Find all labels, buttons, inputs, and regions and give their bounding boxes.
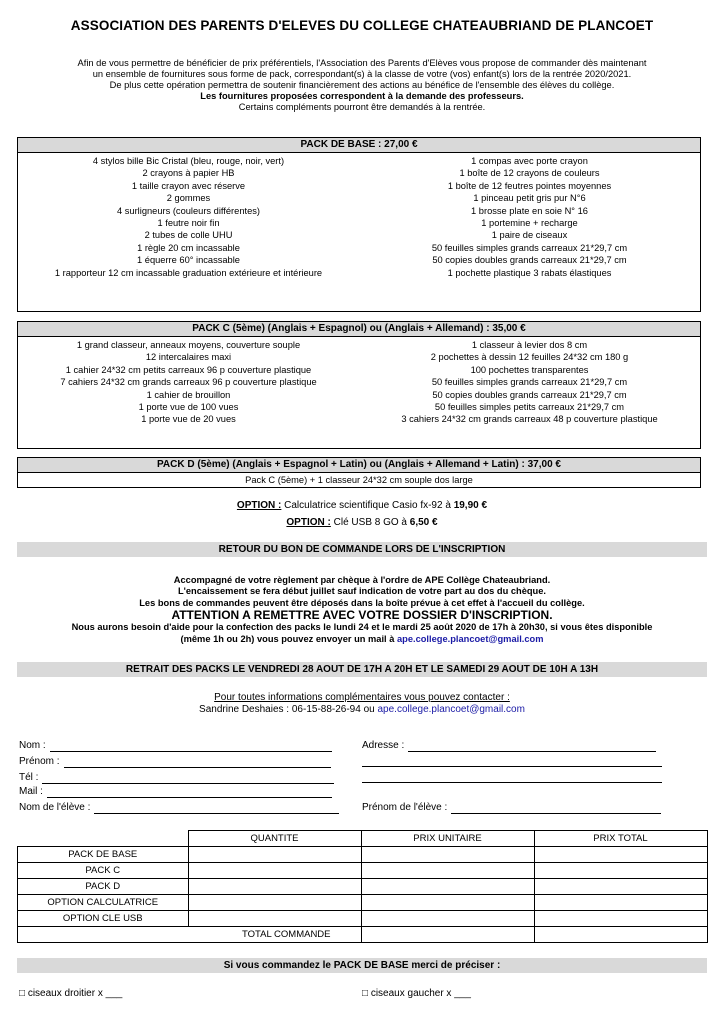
list-item: 1 boîte de 12 feutres pointes moyennes [447, 180, 612, 191]
list-item: 3 cahiers 24*32 cm grands carreaux 48 p couverture plastique [401, 414, 658, 425]
quantity-cell[interactable] [188, 863, 361, 879]
unit-price-cell[interactable] [361, 847, 534, 863]
pack-d-box [17, 457, 701, 488]
unit-price-cell[interactable] [361, 895, 534, 911]
intro-text [20, 58, 704, 113]
table-total-row [18, 927, 708, 943]
column-header: QUANTITE [188, 831, 361, 847]
pack-d-header: PACK D (5ème) (Anglais + Espagnol + Latin) ou (Anglais + Allemand + Latin) : 37,00 € [18, 458, 700, 473]
table-header-row [18, 831, 708, 847]
checkbox-label: ciseaux droitier x ___ [25, 988, 123, 999]
table-row [18, 879, 708, 895]
list-item: 1 pochette plastique 3 rabats élastiques [447, 267, 612, 278]
list-item: 2 tubes de colle UHU [144, 230, 233, 241]
contact-name-phone: Sandrine Deshaies : 06-15-88-26-94 ou [199, 704, 378, 715]
list-item: 1 brosse plate en soie N° 16 [471, 205, 588, 216]
list-item: 1 compas avec porte crayon [471, 156, 588, 166]
pack-c-left-list [18, 339, 359, 426]
list-item: 1 pinceau petit gris pur N°6 [473, 193, 586, 204]
list-item: 12 intercalaires maxi [145, 352, 232, 363]
list-item: 1 boîte de 12 crayons de couleurs [459, 168, 600, 179]
prenom-eleve-field[interactable] [362, 802, 661, 814]
input-line[interactable] [50, 743, 332, 752]
retour-line [0, 634, 724, 645]
retour-line: L'encaissement se fera début juillet sauf indication de votre part au dos du chèque. [178, 586, 546, 597]
input-line[interactable] [47, 789, 332, 798]
table-row [18, 847, 708, 863]
field-label: Prénom de l'élève : [362, 802, 448, 813]
field-label: Mail : [19, 786, 43, 797]
column-header: PRIX TOTAL [534, 831, 707, 847]
option-price: 19,90 € [453, 500, 488, 511]
field-label: Adresse : [362, 740, 405, 751]
option-label: OPTION : [236, 500, 282, 511]
unit-price-cell[interactable] [361, 863, 534, 879]
contact-text [0, 692, 724, 716]
total-price-cell[interactable] [534, 847, 707, 863]
pack-base-header: PACK DE BASE : 27,00 € [18, 138, 700, 153]
list-item: 50 copies doubles grands carreaux 21*29,7 cm [432, 255, 627, 266]
tel-field[interactable] [19, 772, 334, 784]
option-usb [0, 517, 724, 528]
option-text: Clé USB 8 GO à [330, 517, 410, 528]
total-price-cell[interactable] [534, 911, 707, 927]
pack-base-left-list [18, 155, 359, 279]
pack-c-box [17, 321, 701, 449]
list-item: 50 feuilles simples petits carreaux 21*29,7 cm [434, 402, 625, 413]
retour-line: Les bons de commandes peuvent être déposés dans la boîte prévue à cet effet à l'accueil du collège. [139, 597, 585, 608]
intro-line: un ensemble de fournitures sous forme de pack, correspondant(s) à la classe de votre (vos) enfant(s) lors de la rentrée 2020/2021. [92, 69, 632, 79]
email-link[interactable]: ape.college.plancoet@gmail.com [377, 704, 525, 715]
quantity-cell[interactable] [188, 895, 361, 911]
field-label: Nom : [19, 740, 46, 751]
list-item: 4 surligneurs (couleurs différentes) [117, 205, 260, 216]
option-price: 6,50 € [409, 517, 438, 528]
list-item: 2 crayons à papier HB [142, 168, 235, 179]
list-item: 1 taille crayon avec réserve [131, 180, 246, 191]
quantity-cell[interactable] [188, 847, 361, 863]
contact-line [0, 704, 724, 716]
list-item: 1 porte vue de 20 vues [141, 414, 236, 425]
checkbox[interactable]: □ [362, 988, 369, 999]
quantity-cell[interactable] [188, 911, 361, 927]
nom-eleve-field[interactable] [19, 802, 339, 814]
retour-line-text: (même 1h ou 2h) vous pouvez envoyer un mail à [180, 633, 397, 644]
retour-text [0, 575, 724, 645]
list-item: 50 feuilles simples grands carreaux 21*29,7 cm [431, 242, 628, 253]
list-item: 1 grand classeur, anneaux moyens, couverture souple [76, 340, 301, 350]
total-price-cell[interactable] [534, 879, 707, 895]
option-calculator [0, 500, 724, 511]
pack-d-content: Pack C (5ème) + 1 classeur 24*32 cm souple dos large [245, 475, 473, 485]
row-label: PACK D [18, 879, 189, 895]
adresse-line-3[interactable] [362, 782, 662, 783]
order-table [17, 830, 708, 943]
pack-base-right-list [359, 155, 700, 279]
pack-c-right-list [359, 339, 700, 426]
list-item: 2 pochettes à dessin 12 feuilles 24*32 cm 180 g [430, 352, 629, 363]
field-label: Nom de l'élève : [19, 802, 91, 813]
adresse-line-2[interactable] [362, 766, 662, 767]
unit-price-cell[interactable] [361, 911, 534, 927]
list-item: 50 copies doubles grands carreaux 21*29,7 cm [432, 389, 627, 400]
list-item: 2 gommes [166, 193, 211, 204]
nom-field[interactable] [19, 740, 332, 752]
input-line[interactable] [408, 743, 656, 752]
row-label: OPTION CALCULATRICE [18, 895, 189, 911]
pack-base-box [17, 137, 701, 312]
table-row [18, 895, 708, 911]
row-label: PACK C [18, 863, 189, 879]
field-label: Tél : [19, 772, 39, 783]
table-row [18, 911, 708, 927]
intro-line: Certains compléments pourront être demandés à la rentrée. [238, 102, 486, 112]
total-price-cell[interactable] [534, 863, 707, 879]
mail-field[interactable] [19, 786, 332, 798]
ciseaux-gaucher-option[interactable] [362, 988, 471, 999]
list-item: 1 équerre 60° incassable [137, 255, 240, 266]
retour-band: RETOUR DU BON DE COMMANDE LORS DE L'INSCRIPTION [17, 542, 707, 557]
pack-c-header: PACK C (5ème) (Anglais + Espagnol) ou (Anglais + Allemand) : 35,00 € [18, 322, 700, 337]
total-spacer-cell [361, 927, 534, 943]
prenom-field[interactable] [19, 756, 331, 768]
list-item: 1 portemine + recharge [481, 218, 578, 229]
field-label: Prénom : [19, 756, 60, 767]
list-item: 1 feutre noir fin [157, 218, 220, 229]
table-row [18, 863, 708, 879]
page-title: ASSOCIATION DES PARENTS D'ELEVES DU COLLEGE CHATEAUBRIAND DE PLANCOET [70, 18, 654, 33]
intro-line: Afin de vous permettre de bénéficier de prix préférentiels, l'Association des Parents d'Elèves vous propose de commander dès maintenant [77, 58, 647, 68]
input-line[interactable] [64, 759, 331, 768]
intro-line: De plus cette opération permettra de soutenir financièrement des actions au bénéfice de l'ensemble des élèves du collège. [109, 80, 615, 90]
list-item: 1 classeur à levier dos 8 cm [471, 340, 588, 350]
list-item: 1 cahier de brouillon [146, 389, 231, 400]
intro-line-bold: Les fournitures proposées correspondent à la demande des professeurs. [200, 91, 524, 101]
total-price-cell[interactable] [534, 895, 707, 911]
list-item: 50 feuilles simples grands carreaux 21*29,7 cm [431, 377, 628, 388]
option-text: Calculatrice scientifique Casio fx-92 à [281, 500, 454, 511]
ciseaux-droitier-option[interactable] [19, 988, 122, 999]
unit-price-cell[interactable] [361, 879, 534, 895]
input-line[interactable] [94, 805, 339, 814]
list-item: 1 règle 20 cm incassable [137, 242, 240, 253]
list-item: 7 cahiers 24*32 cm grands carreaux 96 p couverture plastique [60, 377, 317, 388]
row-label: OPTION CLE USB [18, 911, 189, 927]
option-label: OPTION : [286, 517, 331, 528]
base-pack-band: Si vous commandez le PACK DE BASE merci de préciser : [17, 958, 707, 973]
total-label: TOTAL COMMANDE [18, 927, 362, 943]
retrait-band: RETRAIT DES PACKS LE VENDREDI 28 AOUT DE 17H A 20H ET LE SAMEDI 29 AOUT DE 10H A 13H [17, 662, 707, 677]
adresse-field[interactable] [362, 740, 656, 752]
email-link[interactable]: ape.college.plancoet@gmail.com [396, 633, 544, 644]
list-item: 1 paire de ciseaux [491, 230, 568, 241]
checkbox[interactable]: □ [19, 988, 26, 999]
list-item: 4 stylos bille Bic Cristal (bleu, rouge, noir, vert) [92, 156, 285, 166]
checkbox-label: ciseaux gaucher x ___ [368, 988, 471, 999]
contact-line: Pour toutes informations complémentaires vous pouvez contacter : [214, 692, 510, 703]
total-commande-cell[interactable] [534, 927, 707, 943]
column-header: PRIX UNITAIRE [361, 831, 534, 847]
list-item: 100 pochettes transparentes [470, 364, 589, 375]
retour-attention: ATTENTION A REMETTRE AVEC VOTRE DOSSIER D'INSCRIPTION. [171, 608, 553, 623]
quantity-cell[interactable] [188, 879, 361, 895]
retour-line: Nous aurons besoin d'aide pour la confection des packs le lundi 24 et le mardi 25 août 2020 de 17h à 20h30, si vous êtes disponible [71, 622, 653, 633]
list-item: 1 cahier 24*32 cm petits carreaux 96 p couverture plastique [65, 364, 312, 375]
row-label: PACK DE BASE [18, 847, 189, 863]
retour-line: Accompagné de votre règlement par chèque à l'ordre de APE Collège Chateaubriand. [173, 575, 551, 585]
list-item: 1 rapporteur 12 cm incassable graduation extérieure et intérieure [54, 267, 323, 278]
list-item: 1 porte vue de 100 vues [138, 402, 239, 413]
input-line[interactable] [42, 775, 334, 784]
input-line[interactable] [451, 805, 661, 814]
